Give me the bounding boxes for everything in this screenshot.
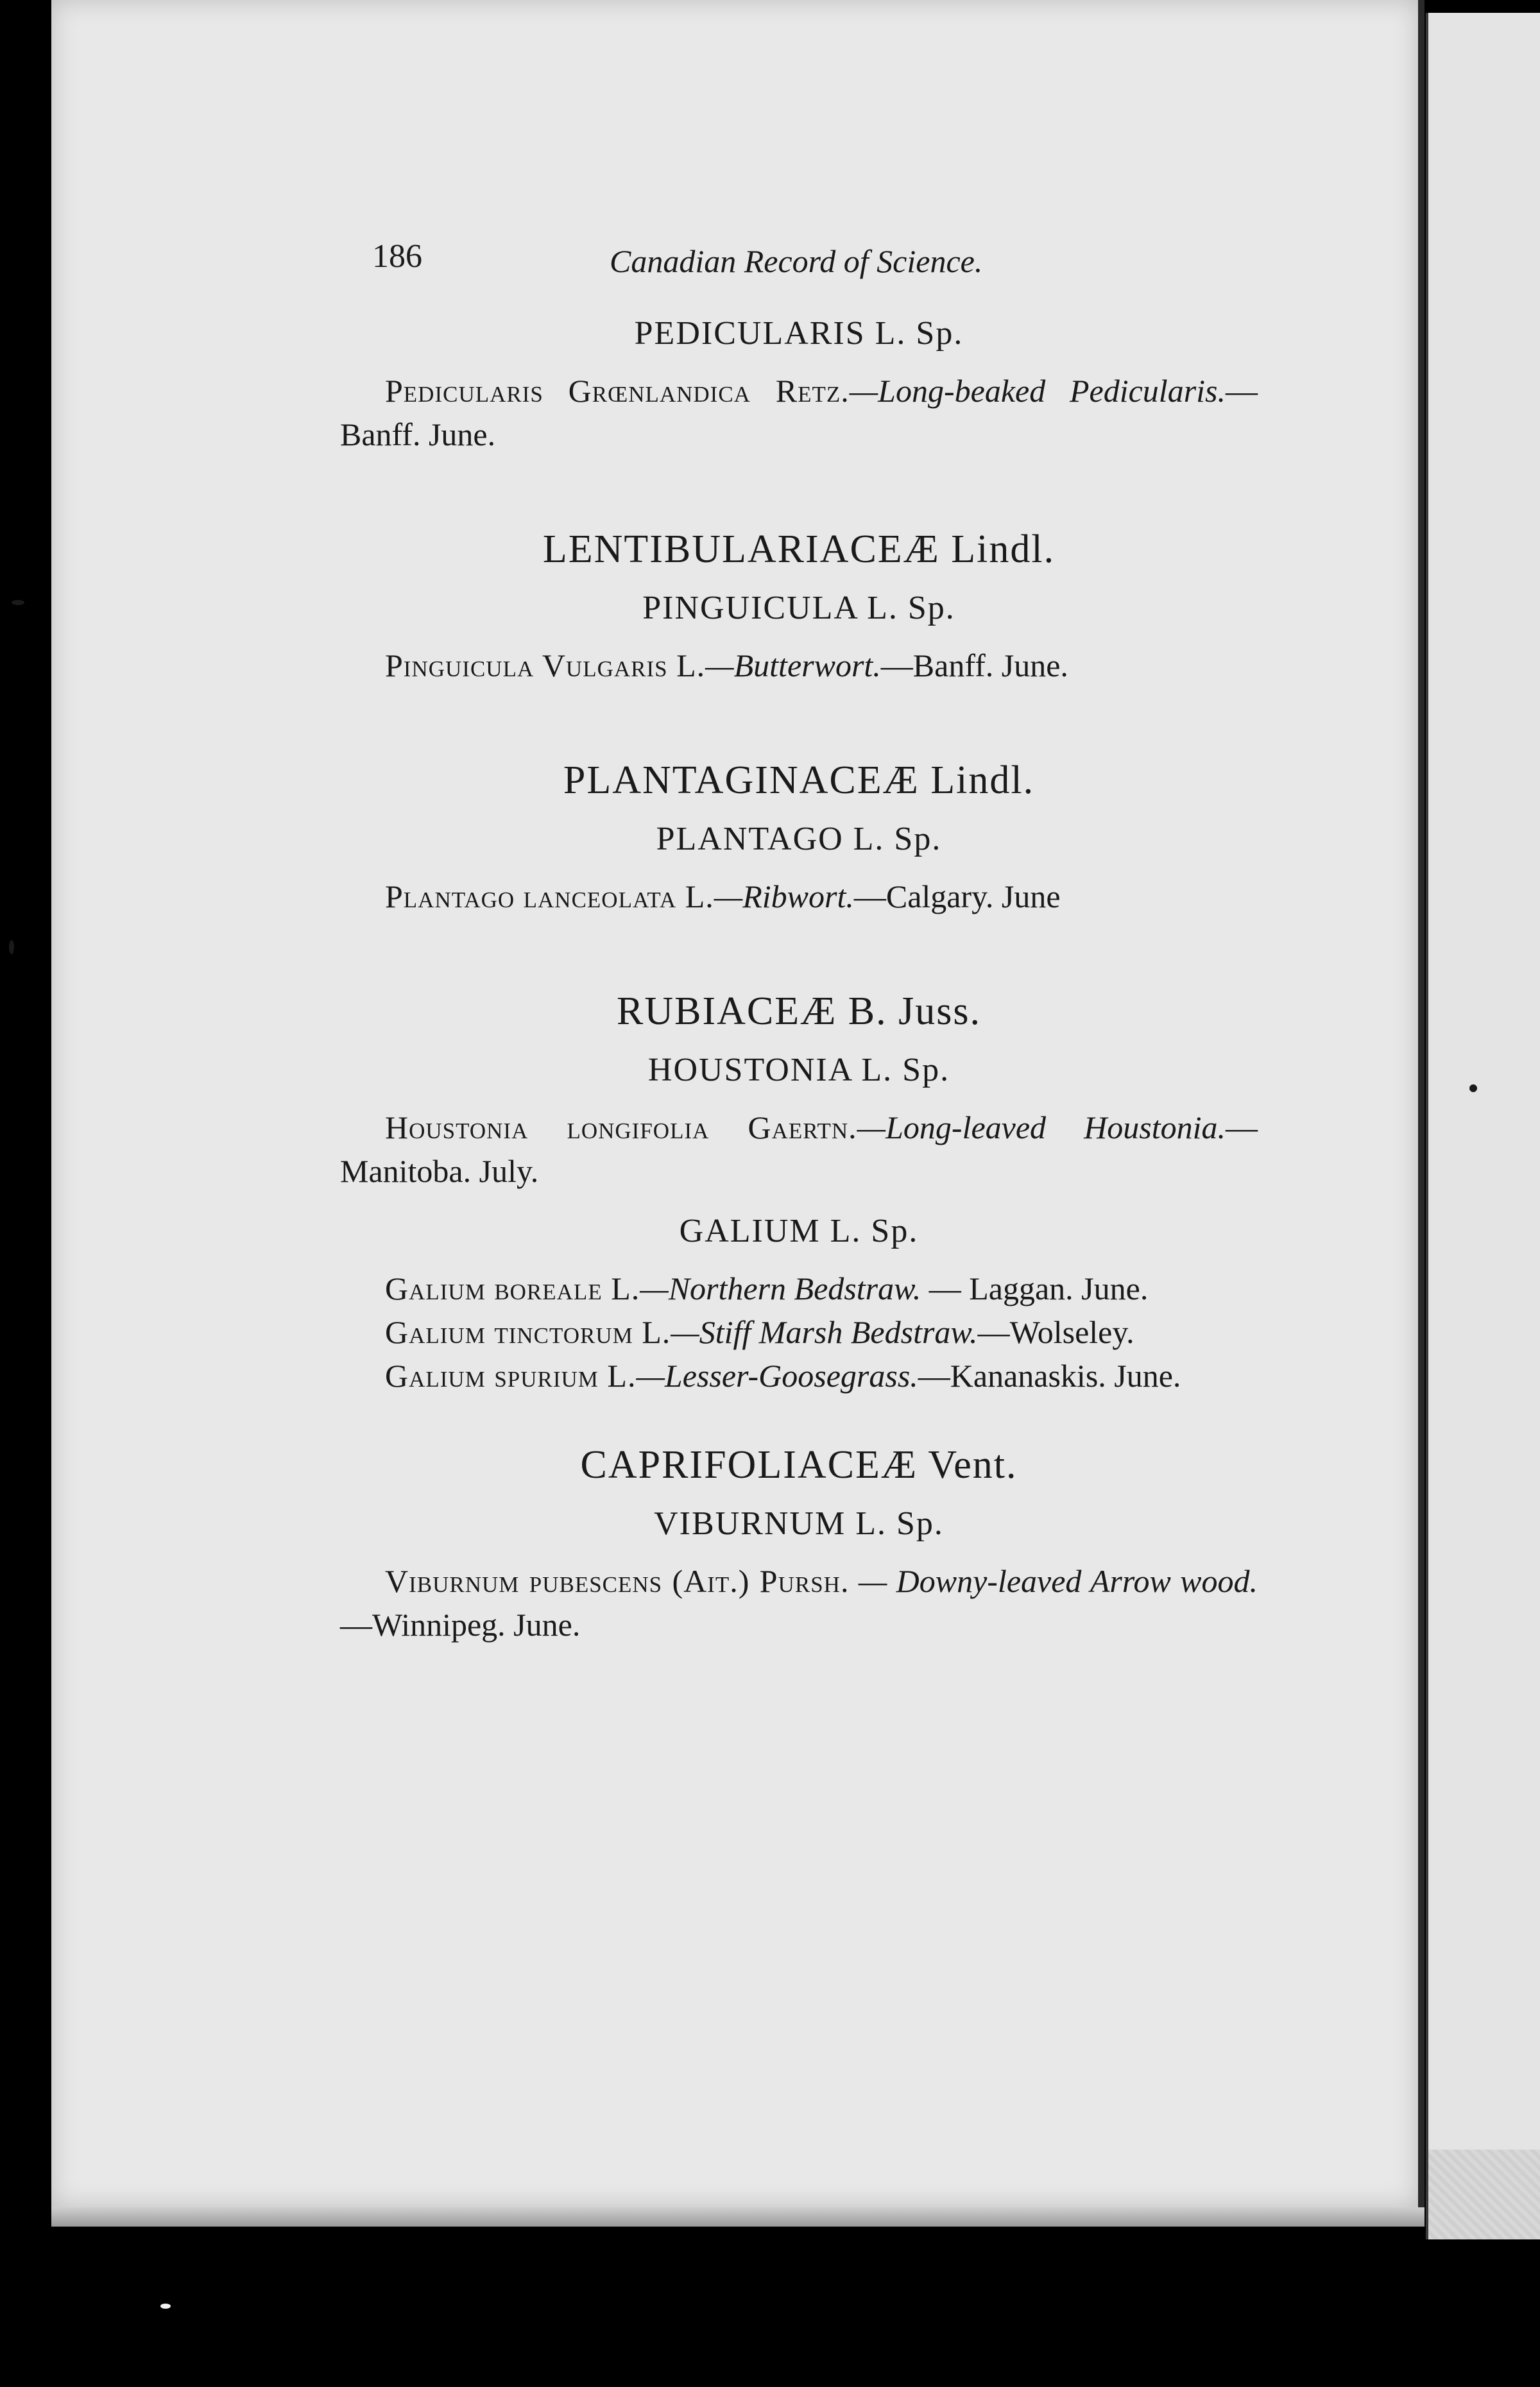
locality: —Wolseley. bbox=[977, 1314, 1134, 1350]
common-name: —Butterwort. bbox=[705, 647, 881, 683]
family-heading: LENTIBULARIACEÆ Lindl. bbox=[542, 527, 1056, 571]
genus-heading: PLANTAGO L. Sp. bbox=[656, 821, 942, 857]
running-title: Canadian Record of Science. bbox=[610, 243, 983, 279]
species-entry bbox=[340, 1310, 1258, 1354]
facing-page-bottom bbox=[1426, 2150, 1540, 2239]
species-name: Houstonia longifolia Gaertn. bbox=[385, 1109, 857, 1145]
species-entry bbox=[340, 1106, 1258, 1193]
family-heading: PLANTAGINACEÆ Lindl. bbox=[563, 758, 1035, 802]
species-name: Plantago lanceolata L. bbox=[385, 878, 714, 914]
common-name: —Long-leaved Houstonia. bbox=[857, 1109, 1226, 1145]
species-name: Pedicularis Grœnlandica Retz. bbox=[385, 373, 850, 409]
species-entry bbox=[340, 644, 1258, 687]
family-heading: CAPRIFOLIACEÆ Vent. bbox=[580, 1443, 1018, 1487]
locality: —Manitoba. July. bbox=[340, 1109, 1258, 1189]
genus-heading: GALIUM L. Sp. bbox=[679, 1213, 919, 1249]
margin-speck bbox=[1469, 1084, 1477, 1092]
common-name: —Ribwort. bbox=[714, 878, 854, 914]
facing-page-strip bbox=[1426, 13, 1540, 2150]
common-name: —Long-beaked Pedicularis. bbox=[849, 373, 1226, 409]
page-bottom-edge bbox=[51, 2207, 1425, 2227]
common-name: —Lesser-Goosegrass. bbox=[636, 1358, 918, 1394]
running-header bbox=[372, 237, 1078, 289]
margin-speck bbox=[160, 2304, 171, 2309]
species-name: Galium boreale L. bbox=[385, 1270, 640, 1306]
genus-heading: HOUSTONIA L. Sp. bbox=[647, 1052, 950, 1088]
page-body bbox=[340, 314, 1258, 1647]
locality: —Kananaskis. June. bbox=[918, 1358, 1181, 1394]
family-heading: RUBIACEÆ B. Juss. bbox=[617, 989, 981, 1033]
species-name: Viburnum pubescens (Ait.) Pursh. bbox=[385, 1563, 850, 1599]
species-name: Galium tinctorum L. bbox=[385, 1314, 671, 1350]
species-entry bbox=[340, 875, 1258, 918]
species-entry bbox=[340, 1354, 1258, 1398]
species-name: Galium spurium L. bbox=[385, 1358, 637, 1394]
margin-speck bbox=[12, 600, 24, 605]
locality: —Calgary. June bbox=[853, 878, 1061, 914]
species-entry bbox=[340, 1267, 1258, 1310]
species-entry bbox=[340, 1559, 1258, 1647]
page-number: 186 bbox=[372, 238, 422, 275]
genus-heading: PINGUICULA L. Sp. bbox=[642, 590, 955, 626]
common-name: —Stiff Marsh Bedstraw. bbox=[671, 1314, 978, 1350]
locality: — Laggan. June. bbox=[921, 1270, 1149, 1306]
locality: —Banff. June. bbox=[880, 647, 1068, 683]
common-name: — Downy-leaved Arrow wood. bbox=[849, 1563, 1258, 1599]
locality: —Banff. June. bbox=[340, 373, 1258, 452]
species-entry bbox=[340, 369, 1258, 456]
margin-speck bbox=[9, 940, 14, 954]
genus-heading: PEDICULARIS L. Sp. bbox=[634, 315, 964, 352]
species-name: Pinguicula Vulgaris L. bbox=[385, 647, 706, 683]
common-name: —Northern Bedstraw. bbox=[640, 1270, 921, 1306]
genus-heading: VIBURNUM L. Sp. bbox=[654, 1505, 944, 1542]
locality: —Winnipeg. June. bbox=[340, 1607, 581, 1643]
